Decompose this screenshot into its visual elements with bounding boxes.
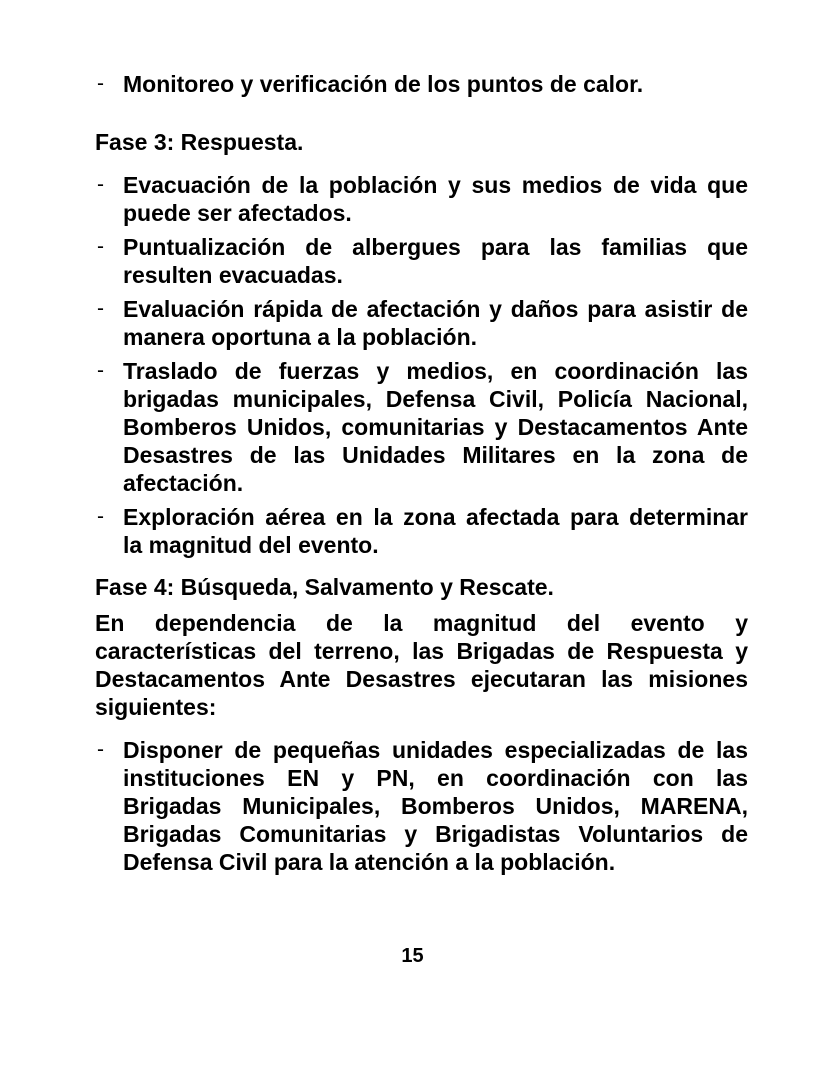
list-item <box>95 295 748 351</box>
bullet-marker: - <box>97 505 104 528</box>
list-item-line: la magnitud del evento. <box>123 532 379 558</box>
list-item-line: Brigadas Comunitarias y Brigadistas Voluntarios de <box>123 821 748 847</box>
bullet-list-fase4 <box>95 736 748 876</box>
list-item-line: Evaluación rápida de afectación y daños para asistir de <box>123 296 748 322</box>
bullet-marker: - <box>97 359 104 382</box>
list-item-line: Traslado de fuerzas y medios, en coordinación las <box>123 358 748 384</box>
list-item-line: Evacuación de la población y sus medios de vida que <box>123 172 748 198</box>
bullet-marker: - <box>97 297 104 320</box>
list-item <box>95 233 748 289</box>
list-item-line: Desastres de las Unidades Militares en la zona de <box>123 442 748 468</box>
list-item-line: Defensa Civil para la atención a la población. <box>123 849 616 875</box>
bullet-list-fase3 <box>95 171 748 559</box>
bullet-marker: - <box>97 173 104 196</box>
list-item <box>95 70 748 98</box>
list-item-line: instituciones EN y PN, en coordinación con las <box>123 765 748 791</box>
paragraph-line: características del terreno, las Brigadas de Respuesta y <box>95 638 748 664</box>
paragraph-line: En dependencia de la magnitud del evento y <box>95 610 748 636</box>
bullet-marker: - <box>97 738 104 761</box>
paragraph-line: Destacamentos Ante Desastres ejecutaran las misiones <box>95 666 748 692</box>
section-heading-fase3: Fase 3: Respuesta. <box>95 129 304 155</box>
list-item-line: Exploración aérea en la zona afectada para determinar <box>123 504 748 530</box>
list-item-line: Disponer de pequeñas unidades especializadas de las <box>123 737 748 763</box>
list-item-line: manera oportuna a la población. <box>123 324 478 350</box>
paragraph-line: siguientes: <box>95 694 217 720</box>
section-heading-fase4: Fase 4: Búsqueda, Salvamento y Rescate. <box>95 574 554 600</box>
list-item <box>95 357 748 497</box>
list-item-line: resulten evacuadas. <box>123 262 343 288</box>
list-item-line: Brigadas Municipales, Bomberos Unidos, MARENA, <box>123 793 748 819</box>
list-item-line: brigadas municipales, Defensa Civil, Policía Nacional, <box>123 386 748 412</box>
page-number: 15 <box>401 945 424 967</box>
list-item-line: afectación. <box>123 470 244 496</box>
bullet-marker: - <box>97 72 104 95</box>
bullet-marker: - <box>97 235 104 258</box>
list-item-line: Puntualización de albergues para las familias que <box>123 234 748 260</box>
list-item <box>95 503 748 559</box>
list-item-line: Monitoreo y verificación de los puntos de calor. <box>123 71 644 97</box>
bullet-list-monitoreo <box>95 70 748 98</box>
list-item <box>95 736 748 876</box>
list-item-line: puede ser afectados. <box>123 200 352 226</box>
list-item-line: Bomberos Unidos, comunitarias y Destacamentos Ante <box>123 414 748 440</box>
paragraph-fase4-intro <box>95 609 748 721</box>
list-item <box>95 171 748 227</box>
